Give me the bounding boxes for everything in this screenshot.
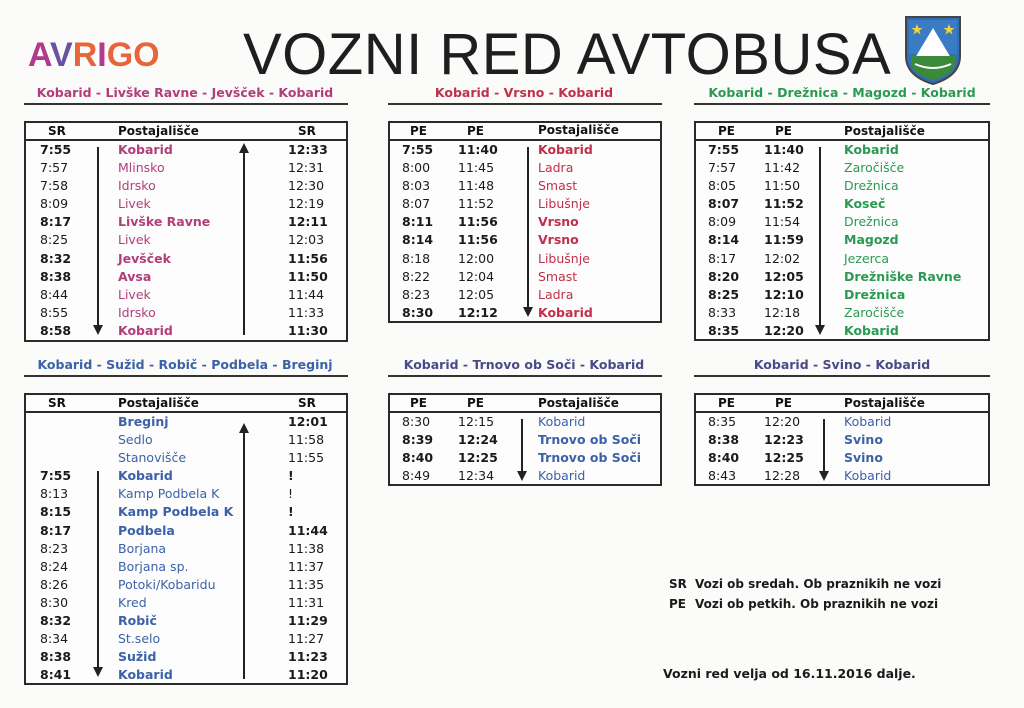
return-time: 11:29	[288, 613, 328, 629]
return-time: 11:45	[458, 160, 495, 176]
return-time: 12:20	[764, 414, 801, 429]
departure-time: 8:14	[402, 232, 434, 248]
departure-time: 8:13	[40, 486, 69, 502]
stop-name: Stanovišče	[118, 450, 187, 466]
down-arrow-icon	[93, 471, 103, 679]
table-row	[26, 177, 346, 195]
departure-time: 8:30	[40, 594, 69, 610]
legend-code: SR	[669, 577, 687, 591]
legend-text: Vozi ob sredah. Ob praznikih ne vozi	[695, 577, 942, 591]
timetable-breginj	[24, 393, 348, 685]
route-title-reznica-magozd: Kobarid - Drežnica - Magozd - Kobarid	[708, 85, 976, 100]
stop-name: Kobarid	[538, 304, 593, 320]
stop-name: Idrsko	[118, 304, 156, 320]
stop-name: Drežnica	[844, 178, 899, 194]
departure-time: 8:25	[40, 232, 69, 248]
stop-name: Kobarid	[118, 142, 173, 157]
stop-name: Borjana	[118, 540, 167, 556]
departure-time: 8:55	[40, 304, 69, 320]
departure-time: 8:38	[40, 649, 72, 665]
return-time: 11:50	[288, 268, 328, 284]
return-time: 12:11	[288, 214, 328, 230]
return-time: 11:40	[764, 142, 804, 157]
departure-time: 8:44	[40, 286, 69, 302]
header-cell: SR	[298, 124, 316, 138]
table-header	[26, 123, 346, 141]
table-row	[696, 322, 988, 340]
table-row	[26, 286, 346, 304]
header-cell: PE	[718, 124, 735, 138]
stop-name: Borjana sp.	[118, 558, 189, 574]
return-time: 11:20	[288, 667, 328, 683]
table-row	[26, 159, 346, 177]
stop-name: Vrsno	[538, 214, 579, 230]
stop-name: Mlinsko	[118, 160, 165, 176]
header-cell: PE	[718, 396, 735, 410]
table-row	[26, 503, 346, 521]
stop-name: Libušnje	[538, 196, 590, 212]
table-row	[696, 195, 988, 213]
down-arrow-icon	[93, 147, 103, 335]
down-arrow-icon	[523, 147, 533, 319]
return-time: 12:12	[458, 304, 498, 320]
return-time: 12:18	[764, 304, 801, 320]
header-cell: SR	[48, 124, 66, 138]
departure-time: 8:32	[40, 250, 72, 266]
table-row	[696, 449, 988, 467]
table-row	[26, 250, 346, 268]
stop-name: Kamp Podbela K	[118, 486, 220, 502]
header-cell: Postajališče	[538, 396, 619, 410]
return-time: 12:28	[764, 468, 801, 484]
table-row	[696, 250, 988, 268]
departure-time: 8:20	[708, 268, 740, 284]
stop-name: Kobarid	[844, 142, 899, 157]
stop-name: Livek	[118, 232, 151, 248]
departure-time: 8:00	[402, 160, 431, 176]
header-cell: PE	[467, 124, 484, 138]
header-cell: Postajališče	[118, 124, 199, 138]
divider	[388, 375, 662, 377]
return-time: 11:31	[288, 594, 325, 610]
return-time: !	[288, 468, 294, 484]
return-time: 11:35	[288, 576, 325, 592]
departure-time: 8:09	[708, 214, 737, 230]
divider	[694, 375, 990, 377]
table-row	[696, 286, 988, 304]
table-row	[26, 522, 346, 540]
table-header	[390, 123, 660, 141]
table-row	[26, 467, 346, 485]
stop-name: Kobarid	[538, 468, 586, 484]
departure-time: 8:09	[40, 196, 69, 212]
departure-time: 8:14	[708, 232, 740, 248]
return-time: 11:23	[288, 649, 328, 665]
stop-name: Robič	[118, 613, 157, 629]
stop-name: Kobarid	[844, 322, 899, 338]
table-row	[26, 322, 346, 340]
table-row	[26, 648, 346, 666]
legend-code: PE	[669, 597, 686, 611]
table-row	[26, 268, 346, 286]
return-time: 12:01	[288, 414, 328, 429]
departure-time: 8:17	[40, 214, 72, 230]
table-row	[696, 231, 988, 249]
return-time: !	[288, 504, 294, 520]
departure-time: 8:40	[708, 450, 740, 466]
table-row	[26, 630, 346, 648]
departure-time: 7:55	[40, 142, 72, 157]
departure-time: 8:58	[40, 322, 72, 338]
route-title-vrsno: Kobarid - Vrsno - Kobarid	[434, 85, 614, 100]
table-row	[26, 449, 346, 467]
return-time: 11:48	[458, 178, 495, 194]
divider	[24, 103, 348, 105]
stop-name: Drežnica	[844, 214, 899, 230]
stop-name: Drežniške Ravne	[844, 268, 962, 284]
return-time: 11:59	[764, 232, 804, 248]
header-cell: Postajališče	[844, 124, 925, 138]
header-cell: Postajališče	[844, 396, 925, 410]
stop-name: Breginj	[118, 414, 169, 429]
return-time: 11:56	[288, 250, 328, 266]
table-row	[696, 431, 988, 449]
up-arrow-icon	[239, 143, 249, 335]
stop-name: St.selo	[118, 631, 161, 647]
departure-time: 8:38	[708, 432, 740, 448]
table-row	[26, 666, 346, 684]
stop-name: Livške Ravne	[118, 214, 211, 230]
return-time: 11:42	[764, 160, 801, 176]
stop-name: Drežnica	[844, 286, 906, 302]
stop-name: Kobarid	[118, 322, 173, 338]
stop-name: Kred	[118, 594, 147, 610]
departure-time: 8:40	[402, 450, 434, 466]
table-row	[696, 304, 988, 322]
departure-time: 8:18	[402, 250, 431, 266]
legend-sr	[669, 574, 941, 594]
table-header	[390, 395, 660, 413]
table-header	[696, 395, 988, 413]
divider	[388, 103, 662, 105]
return-time: 12:19	[288, 196, 325, 212]
table-row	[696, 141, 988, 159]
validity-note: Vozni red velja od 16.11.2016 dalje.	[663, 666, 916, 681]
table-row	[26, 485, 346, 503]
table-row	[26, 141, 346, 159]
stop-name: Zaročišče	[844, 160, 905, 176]
stop-name: Podbela	[118, 522, 175, 538]
departure-time: 7:58	[40, 178, 69, 194]
down-arrow-icon	[815, 147, 825, 337]
return-time: 12:25	[458, 450, 498, 466]
departure-time: 8:11	[402, 214, 434, 230]
timetable-trnovo	[388, 393, 662, 486]
departure-time: 8:15	[40, 504, 72, 520]
coat-of-arms-icon	[903, 14, 963, 86]
table-row	[26, 213, 346, 231]
departure-time: 8:23	[40, 540, 69, 556]
stop-name: Smast	[538, 268, 578, 284]
table-row	[26, 195, 346, 213]
departure-time: 8:43	[708, 468, 737, 484]
table-row	[26, 231, 346, 249]
return-time: 11:40	[458, 142, 498, 157]
departure-time: 8:30	[402, 304, 434, 320]
stop-name: Sedlo	[118, 432, 153, 448]
departure-time: 7:57	[40, 160, 69, 176]
return-time: 12:05	[458, 286, 495, 302]
stop-name: Trnovo ob Soči	[538, 450, 642, 466]
stop-name: Smast	[538, 178, 578, 194]
stop-name: Svino	[844, 432, 883, 448]
stop-name: Avsa	[118, 268, 152, 284]
return-time: 12:02	[764, 250, 801, 266]
departure-time: 8:24	[40, 558, 69, 574]
legend-text: Vozi ob petkih. Ob praznikih ne vozi	[695, 597, 939, 611]
return-time: 12:23	[764, 432, 804, 448]
stop-name: Kobarid	[538, 142, 593, 157]
table-row	[26, 576, 346, 594]
table-row	[26, 431, 346, 449]
route-title-svino: Kobarid - Svino - Kobarid	[753, 357, 931, 372]
return-time: 12:10	[764, 286, 804, 302]
departure-time: 8:25	[708, 286, 740, 302]
avrigo-logo: AVRIGO	[28, 36, 160, 74]
departure-time: 8:33	[708, 304, 737, 320]
stop-name: Jezerca	[844, 250, 890, 266]
table-row	[696, 467, 988, 485]
return-time: 11:50	[764, 178, 801, 194]
departure-time: 8:49	[402, 468, 431, 484]
departure-time: 8:07	[708, 196, 740, 212]
return-time: 11:38	[288, 540, 325, 556]
return-time: 12:30	[288, 178, 325, 194]
header-cell: PE	[410, 124, 427, 138]
table-row	[696, 213, 988, 231]
return-time: 11:55	[288, 450, 325, 466]
divider	[694, 103, 990, 105]
return-time: 11:58	[288, 432, 325, 448]
timetable-vrsno	[388, 121, 662, 323]
timetable-reznica-magozd	[694, 121, 990, 341]
table-row	[26, 594, 346, 612]
return-time: 12:33	[288, 142, 328, 157]
route-title-trnovo: Kobarid - Trnovo ob Soči - Kobarid	[403, 357, 645, 372]
header-cell: PE	[410, 396, 427, 410]
timetable-livske-ravne	[24, 121, 348, 342]
legend	[669, 574, 941, 614]
stop-name: Livek	[118, 286, 151, 302]
departure-time: 8:17	[40, 522, 72, 538]
departure-time: 8:22	[402, 268, 431, 284]
stop-name: Svino	[844, 450, 883, 466]
stop-name: Zaročišče	[844, 304, 905, 320]
departure-time: 8:05	[708, 178, 737, 194]
table-row	[696, 413, 988, 431]
return-time: 11:44	[288, 522, 328, 538]
departure-time: 8:30	[402, 414, 431, 429]
return-time: 12:31	[288, 160, 325, 176]
return-time: 12:03	[288, 232, 325, 248]
departure-time: 7:55	[708, 142, 740, 157]
header-cell: PE	[467, 396, 484, 410]
return-time: 12:25	[764, 450, 804, 466]
return-time: 12:04	[458, 268, 495, 284]
down-arrow-icon	[819, 419, 829, 483]
return-time: 11:56	[458, 214, 498, 230]
departure-time: 8:41	[40, 667, 72, 683]
table-row	[26, 540, 346, 558]
stop-name: Sužid	[118, 649, 157, 665]
stop-name: Jevšček	[118, 250, 171, 266]
return-time: 11:52	[458, 196, 495, 212]
table-row	[696, 159, 988, 177]
stop-name: Ladra	[538, 160, 574, 176]
table-row	[696, 177, 988, 195]
return-time: 11:37	[288, 558, 325, 574]
departure-time: 8:07	[402, 196, 431, 212]
return-time: 11:30	[288, 322, 328, 338]
departure-time: 8:39	[402, 432, 434, 448]
stop-name: Kobarid	[844, 414, 892, 429]
stop-name: Potoki/Kobaridu	[118, 576, 216, 592]
departure-time: 7:57	[708, 160, 737, 176]
departure-time: 8:34	[40, 631, 69, 647]
header-cell: SR	[48, 396, 66, 410]
stop-name: Kamp Podbela K	[118, 504, 234, 520]
header-cell: Postajališče	[538, 123, 619, 137]
stop-name: Libušnje	[538, 250, 590, 266]
return-time: 12:00	[458, 250, 495, 266]
header-cell: SR	[298, 396, 316, 410]
table-row	[26, 612, 346, 630]
down-arrow-icon	[517, 419, 527, 483]
stop-name: Kobarid	[844, 468, 892, 484]
stop-name: Ladra	[538, 286, 574, 302]
departure-time: 8:03	[402, 178, 431, 194]
return-time: 12:15	[458, 414, 495, 429]
departure-time: 8:32	[40, 613, 72, 629]
page-title: VOZNI RED AVTOBUSA	[243, 22, 892, 87]
legend-pe	[669, 594, 941, 614]
stop-name: Trnovo ob Soči	[538, 432, 642, 448]
route-title-livske-ravne: Kobarid - Livške Ravne - Jevšček - Kobarid	[36, 85, 334, 100]
stop-name: Livek	[118, 196, 151, 212]
return-time: 11:27	[288, 631, 325, 647]
return-time: 12:20	[764, 322, 804, 338]
departure-time: 8:35	[708, 414, 737, 429]
divider	[24, 375, 348, 377]
return-time: 12:05	[764, 268, 804, 284]
return-time: !	[288, 486, 294, 502]
return-time: 12:24	[458, 432, 498, 448]
departure-time: 8:17	[708, 250, 737, 266]
table-row	[26, 558, 346, 576]
header-cell: PE	[775, 396, 792, 410]
stop-name: Kobarid	[118, 468, 173, 484]
route-title-breginj: Kobarid - Sužid - Robič - Podbela - Breginj	[37, 357, 333, 372]
departure-time: 8:38	[40, 268, 72, 284]
return-time: 11:44	[288, 286, 325, 302]
table-row	[696, 268, 988, 286]
departure-time: 8:23	[402, 286, 431, 302]
table-row	[26, 304, 346, 322]
return-time: 11:54	[764, 214, 801, 230]
header-cell: Postajališče	[118, 396, 199, 410]
table-header	[696, 123, 988, 141]
stop-name: Kobarid	[118, 667, 173, 683]
table-header	[26, 395, 346, 413]
stop-name: Kobarid	[538, 414, 586, 429]
return-time: 11:52	[764, 196, 804, 212]
departure-time: 7:55	[402, 142, 434, 157]
return-time: 12:34	[458, 468, 495, 484]
table-row	[26, 413, 346, 431]
departure-time: 8:26	[40, 576, 69, 592]
stop-name: Koseč	[844, 196, 886, 212]
return-time: 11:33	[288, 304, 325, 320]
header-cell: PE	[775, 124, 792, 138]
return-time: 11:56	[458, 232, 498, 248]
timetable-svino	[694, 393, 990, 486]
departure-time: 7:55	[40, 468, 72, 484]
departure-time: 8:35	[708, 322, 740, 338]
up-arrow-icon	[239, 423, 249, 679]
stop-name: Magozd	[844, 232, 899, 248]
stop-name: Vrsno	[538, 232, 579, 248]
stop-name: Idrsko	[118, 178, 156, 194]
